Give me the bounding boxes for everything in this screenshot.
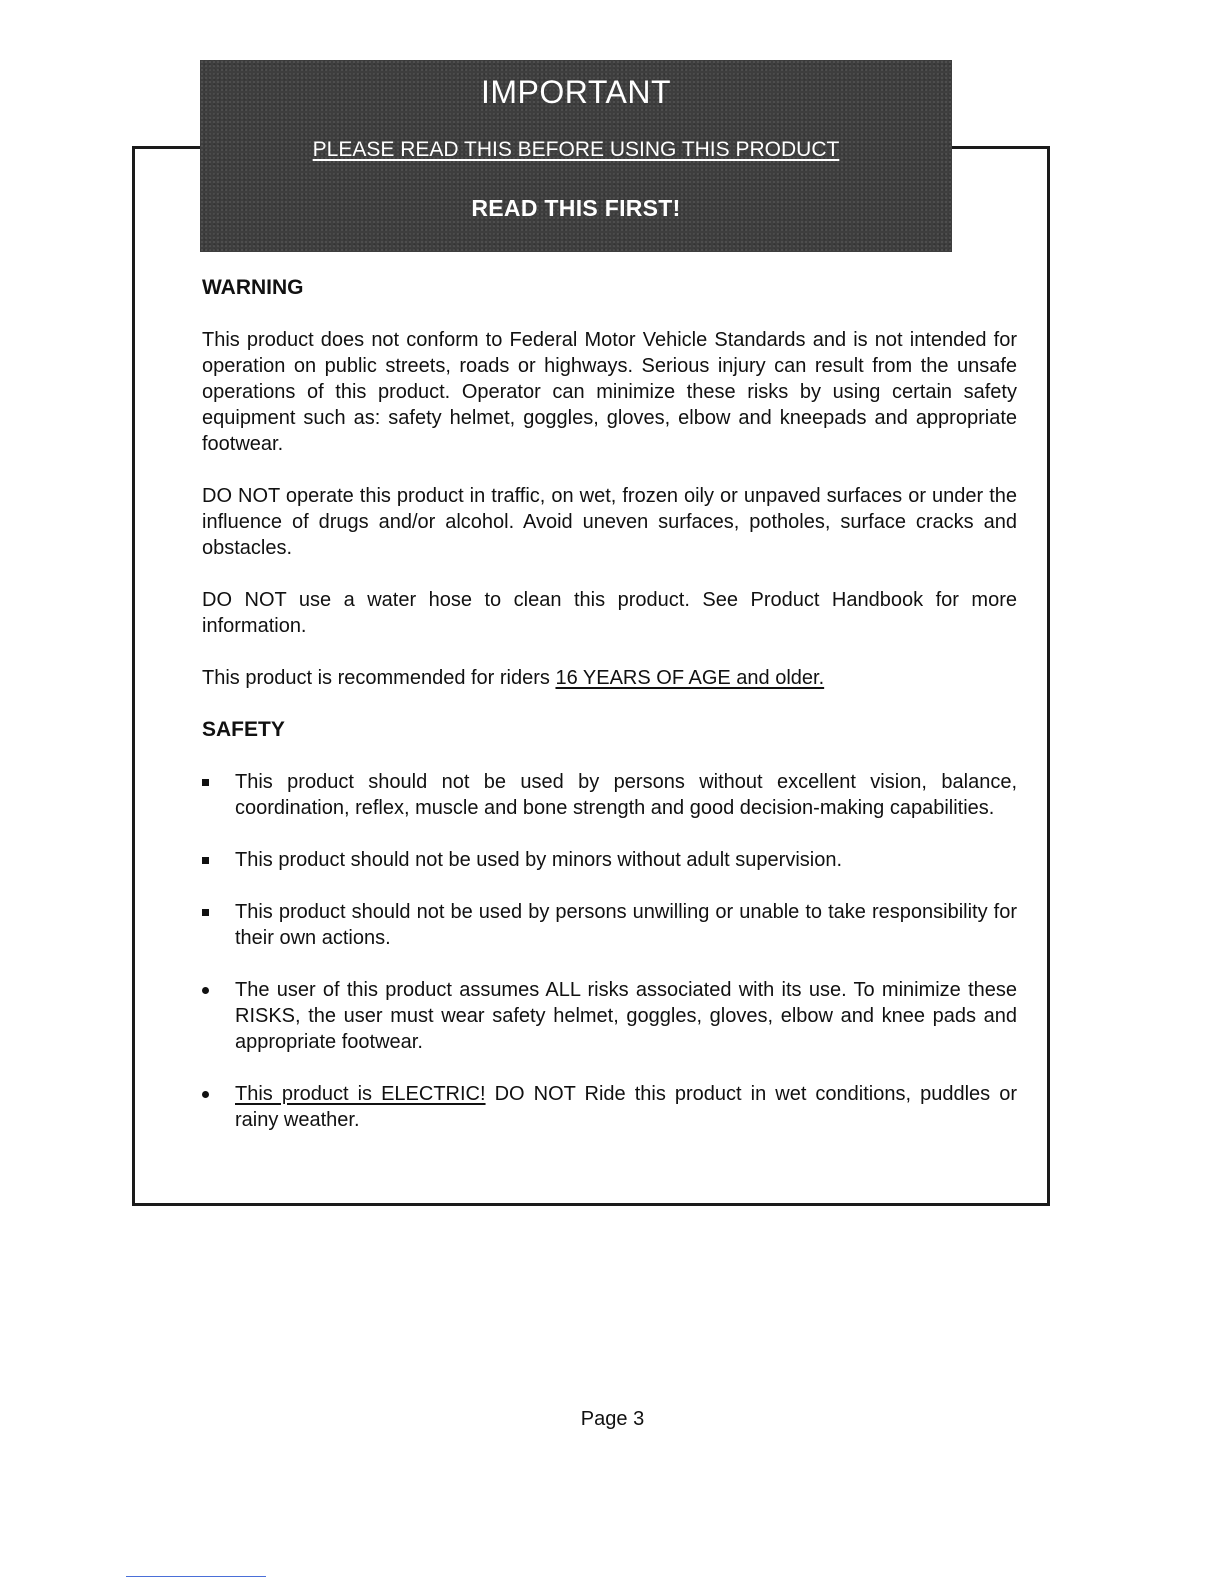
banner-title: IMPORTANT bbox=[481, 74, 671, 110]
list-item-text: This product should not be used by persons without excellent vision, balance, coordination, reflex, muscle and bone strength and good decision-making capabilities. bbox=[235, 771, 1017, 819]
age-prefix: This product is recommended for riders bbox=[202, 667, 556, 689]
footer-rule bbox=[126, 1576, 266, 1577]
age-requirement: 16 YEARS OF AGE and older. bbox=[555, 667, 825, 689]
list-item bbox=[202, 977, 1017, 1055]
warning-paragraph-3: DO NOT use a water hose to clean this product. See Product Handbook for more information. bbox=[202, 589, 1017, 637]
electric-warning: This product is ELECTRIC! bbox=[235, 1083, 486, 1105]
square-bullet-icon bbox=[202, 909, 209, 916]
list-item-text: The user of this product assumes ALL risks associated with its use. To minimize these RISKS, the user must wear safety helmet, goggles, gloves, elbow and knee pads and appropriate footwear. bbox=[235, 979, 1017, 1053]
list-item-text: This product should not be used by minors without adult supervision. bbox=[235, 849, 843, 871]
list-item bbox=[202, 899, 1017, 951]
list-item bbox=[202, 847, 1017, 873]
list-item-text: DO NOT Ride this product in wet conditions, puddles or rainy weather. bbox=[235, 1083, 1017, 1131]
safety-heading: SAFETY bbox=[202, 718, 285, 741]
list-item-text: This product should not be used by persons unwilling or unable to take responsibility for their own actions. bbox=[235, 901, 1017, 949]
warning-heading: WARNING bbox=[202, 276, 304, 299]
important-banner bbox=[200, 60, 952, 252]
list-item bbox=[202, 1081, 1017, 1133]
main-content bbox=[202, 275, 1017, 1159]
warning-paragraph-2: DO NOT operate this product in traffic, on wet, frozen oily or unpaved surfaces or under the influence of drugs and/or alcohol. Avoid uneven surfaces, potholes, surface cracks and obstacles. bbox=[202, 485, 1017, 559]
banner-subtitle: PLEASE READ THIS BEFORE USING THIS PRODUCT bbox=[312, 138, 840, 161]
square-bullet-icon bbox=[202, 779, 209, 786]
list-item bbox=[202, 769, 1017, 821]
page-number: Page 3 bbox=[580, 1408, 645, 1430]
banner-read-first: READ THIS FIRST! bbox=[471, 195, 681, 221]
safety-list bbox=[202, 769, 1017, 1133]
round-bullet-icon bbox=[202, 1091, 209, 1098]
warning-paragraph-1: This product does not conform to Federal Motor Vehicle Standards and is not intended for operation on public streets, roads or highways. Serious injury can result from the unsafe operations of this product. Operator can minimize these risks by using certain safety equipment such as: safety helmet, goggles, gloves, elbow and kneepads and appropriate footwear. bbox=[202, 329, 1017, 455]
round-bullet-icon bbox=[202, 987, 209, 994]
square-bullet-icon bbox=[202, 857, 209, 864]
age-recommendation bbox=[202, 665, 1017, 691]
